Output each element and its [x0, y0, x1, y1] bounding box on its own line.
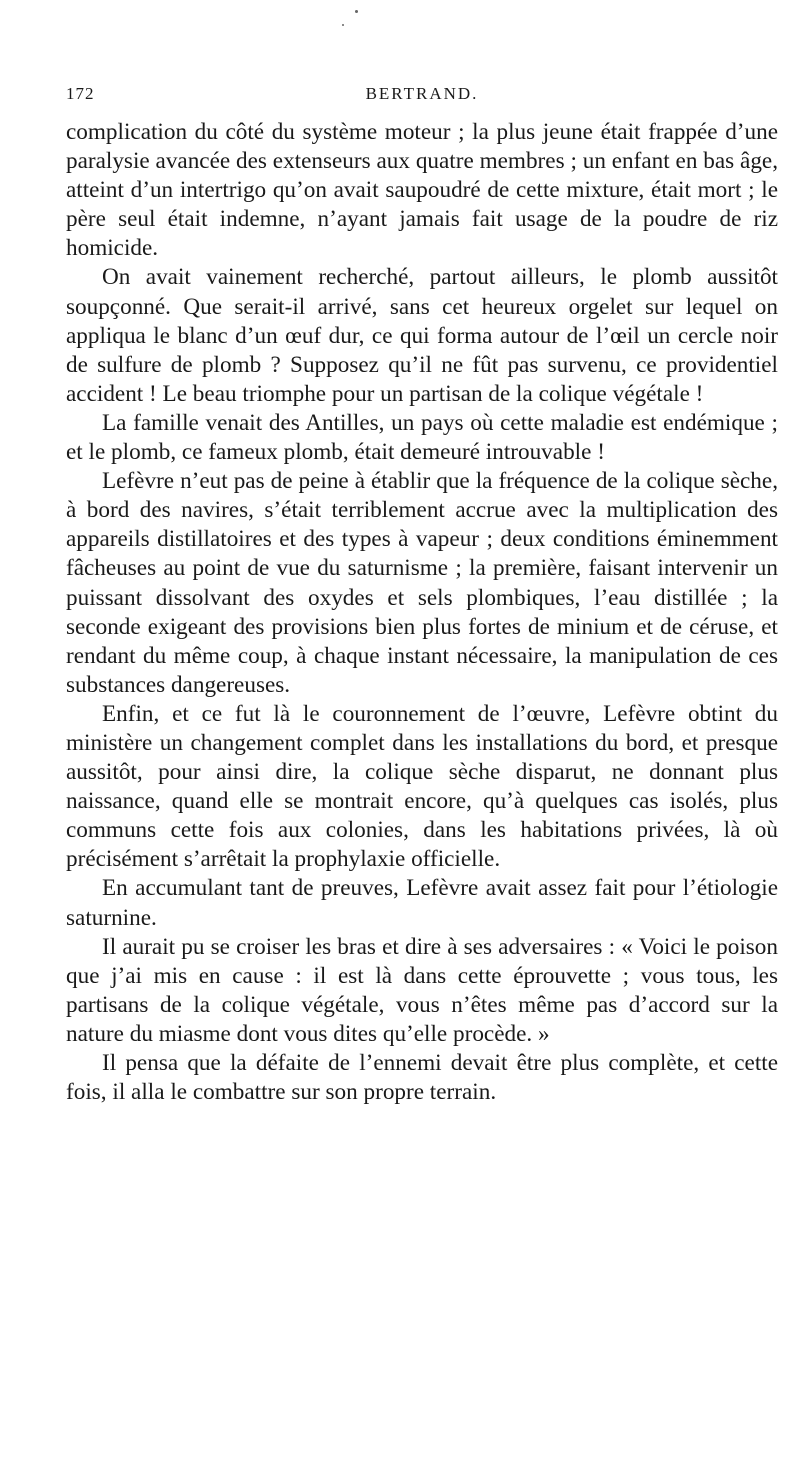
paragraph: La famille venait des Antilles, un pays où cette maladie est endémique ; et le plomb, ce fameux plomb, était demeuré introuvable ! — [66, 409, 778, 466]
ink-speck — [355, 10, 358, 13]
paragraph: Lefèvre n’eut pas de peine à établir que la fréquence de la colique sèche, à bord des navires, s’était terriblement accrue avec la multiplication des appareils distillatoires et des types à vapeur ; deux conditions éminemment fâcheuses au point de vue du saturnisme ; la première, faisant intervenir un puissant dissolvant des oxydes et sels plombiques, l’eau distillée ; la seconde exigeant des provisions bien plus fortes de minium et de céruse, et rendant du même coup, à chaque instant nécessaire, la manipulation de ces substances dangereuses. — [66, 468, 778, 698]
body-text — [66, 118, 778, 1107]
paragraph: Enfin, et ce fut là le couronnement de l’œuvre, Lefèvre obtint du ministère un changement complet dans les installations du bord, et presque aussitôt, pour ainsi dire, la colique sèche disparut, ne donnant plus naissance, quand elle se montrait encore, qu’à quelques cas isolés, plus communs cette fois aux colonies, dans les habitations privées, là où précisément s’arrêtait la prophylaxie officielle. — [66, 700, 778, 873]
paragraph: Il aurait pu se croiser les bras et dire à ses adversaires : « Voici le poison que j’ai mis en cause : il est là dans cette éprouvette ; vous tous, les partisans de la colique végétale, vous n’êtes même pas d’accord sur la nature du miasme dont vous dites qu’elle procède. » — [66, 933, 778, 1047]
ink-speck — [342, 24, 344, 26]
paragraph-continuation: complication du côté du système moteur ; la plus jeune était frappée d’une paralysie avancée des extenseurs aux quatre membres ; un enfant en bas âge, atteint d’un intertrigo qu’on avait saupoudré de cette mixture, était mort ; le père seul était indemne, n’ayant jamais fait usage de la poudre de riz homicide. — [66, 119, 778, 262]
paragraph: En accumulant tant de preuves, Lefèvre avait assez fait pour l’étiologie saturnine. — [66, 875, 778, 931]
page-number: 172 — [66, 84, 95, 103]
book-page — [66, 84, 778, 1107]
paragraph: On avait vainement recherché, partout ailleurs, le plomb aussitôt soupçonné. Que serait-il arrivé, sans cet heureux orgelet sur lequel on appliqua le blanc d’un œuf dur, ce qui forma autour de l’œil un cercle noir de sulfure de plomb ? Supposez qu’il ne fût pas survenu, ce providentiel accident ! Le beau triomphe pour un partisan de la colique végétale ! — [66, 264, 778, 407]
paragraph: Il pensa que la défaite de l’ennemi devait être plus complète, et cette fois, il alla le combattre sur son propre terrain. — [66, 1050, 778, 1106]
running-head: BERTRAND. — [365, 84, 479, 103]
page-header — [66, 84, 778, 114]
